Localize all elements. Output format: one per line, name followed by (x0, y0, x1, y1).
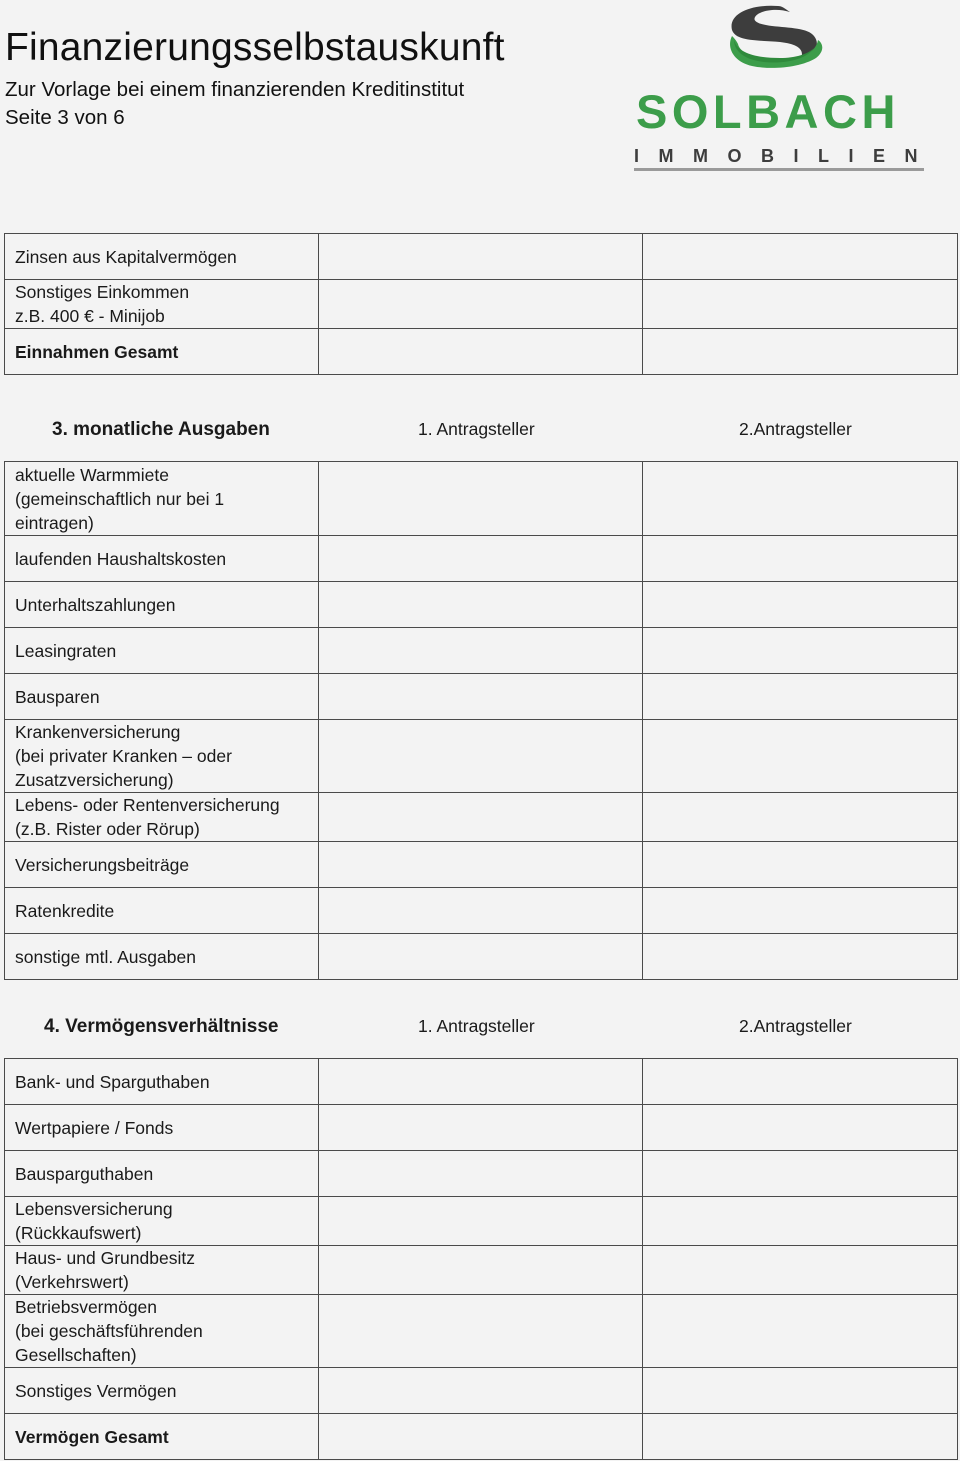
expenses-table (4, 461, 958, 980)
applicant1-cell[interactable] (319, 1197, 643, 1246)
column-header-applicant1: 1. Antragsteller (418, 419, 535, 439)
table-row (5, 1059, 958, 1105)
row-label: aktuelle Warmmiete (gemeinschaftlich nur bei 1 eintragen) (5, 462, 319, 536)
applicant1-cell[interactable] (319, 1246, 643, 1295)
row-label: Betriebsvermögen (bei geschäftsführenden Gesellschaften) (5, 1295, 319, 1368)
applicant2-cell[interactable] (643, 1246, 958, 1295)
applicant2-cell[interactable] (643, 628, 958, 674)
row-label: Ratenkredite (5, 888, 319, 934)
applicant1-cell[interactable] (319, 536, 643, 582)
applicant2-cell[interactable] (643, 1059, 958, 1105)
row-label: Krankenversicherung (bei privater Kranken – oder Zusatzversicherung) (5, 720, 319, 793)
applicant2-cell[interactable] (643, 1105, 958, 1151)
section-heading-expenses: 3. monatliche Ausgaben (52, 419, 270, 440)
section-heading-assets: 4. Vermögensverhältnisse (44, 1016, 279, 1037)
applicant1-cell[interactable] (319, 280, 643, 329)
applicant2-cell[interactable] (643, 1368, 958, 1414)
page-title: Finanzierungsselbstauskunft (5, 26, 505, 69)
column-header-applicant2: 2.Antragsteller (739, 419, 852, 439)
table-row (5, 462, 958, 536)
solbach-s-mark-icon (630, 0, 930, 80)
row-label: Wertpapiere / Fonds (5, 1105, 319, 1151)
table-row (5, 674, 958, 720)
applicant2-cell[interactable] (643, 720, 958, 793)
income-table (4, 233, 958, 375)
applicant2-cell[interactable] (643, 280, 958, 329)
row-label: Zinsen aus Kapitalvermögen (5, 234, 319, 280)
applicant2-cell[interactable] (643, 934, 958, 980)
applicant1-cell[interactable] (319, 674, 643, 720)
applicant1-cell[interactable] (319, 1059, 643, 1105)
page-number: Seite 3 von 6 (5, 106, 125, 129)
applicant1-cell[interactable] (319, 1105, 643, 1151)
row-label: Lebensversicherung (Rückkaufswert) (5, 1197, 319, 1246)
table-row (5, 329, 958, 375)
applicant2-cell[interactable] (643, 1151, 958, 1197)
page-subtitle: Zur Vorlage bei einem finanzierenden Kreditinstitut (5, 78, 465, 101)
applicant1-cell[interactable] (319, 888, 643, 934)
row-label: Unterhaltszahlungen (5, 582, 319, 628)
applicant1-cell[interactable] (319, 1151, 643, 1197)
table-row (5, 720, 958, 793)
column-header-applicant2: 2.Antragsteller (739, 1016, 852, 1036)
row-label: Lebens- oder Rentenversicherung (z.B. Rister oder Rörup) (5, 793, 319, 842)
applicant2-cell[interactable] (643, 1414, 958, 1460)
logo-wordmark: SOLBACH (636, 85, 900, 138)
table-row (5, 536, 958, 582)
solbach-logo (630, 0, 937, 180)
applicant2-cell[interactable] (643, 842, 958, 888)
row-label: Sonstiges Vermögen (5, 1368, 319, 1414)
logo-underline (634, 168, 924, 171)
applicant1-cell[interactable] (319, 1368, 643, 1414)
applicant2-cell[interactable] (643, 1197, 958, 1246)
applicant2-cell[interactable] (643, 462, 958, 536)
row-label-total: Vermögen Gesamt (5, 1414, 319, 1460)
row-label: Versicherungsbeiträge (5, 842, 319, 888)
applicant2-cell[interactable] (643, 234, 958, 280)
row-label: laufenden Haushaltskosten (5, 536, 319, 582)
table-row (5, 628, 958, 674)
table-row (5, 934, 958, 980)
applicant1-cell[interactable] (319, 1414, 643, 1460)
applicant1-cell[interactable] (319, 582, 643, 628)
table-row (5, 888, 958, 934)
row-label: Bausparguthaben (5, 1151, 319, 1197)
row-label: Bank- und Sparguthaben (5, 1059, 319, 1105)
applicant1-cell[interactable] (319, 934, 643, 980)
row-label: sonstige mtl. Ausgaben (5, 934, 319, 980)
table-row (5, 1246, 958, 1295)
logo-tagline: IMMOBILIEN (634, 146, 937, 166)
row-label: Haus- und Grundbesitz (Verkehrswert) (5, 1246, 319, 1295)
table-row (5, 1197, 958, 1246)
table-row (5, 582, 958, 628)
table-row (5, 1151, 958, 1197)
applicant2-cell[interactable] (643, 582, 958, 628)
applicant2-cell[interactable] (643, 1295, 958, 1368)
applicant1-cell[interactable] (319, 842, 643, 888)
assets-table (4, 1058, 958, 1460)
table-row (5, 1295, 958, 1368)
applicant1-cell[interactable] (319, 720, 643, 793)
applicant1-cell[interactable] (319, 234, 643, 280)
table-row (5, 1368, 958, 1414)
row-label-total: Einnahmen Gesamt (5, 329, 319, 375)
row-label: Sonstiges Einkommen z.B. 400 € - Minijob (5, 280, 319, 329)
row-label: Bausparen (5, 674, 319, 720)
applicant2-cell[interactable] (643, 793, 958, 842)
applicant2-cell[interactable] (643, 674, 958, 720)
applicant2-cell[interactable] (643, 329, 958, 375)
table-row (5, 793, 958, 842)
row-label: Leasingraten (5, 628, 319, 674)
applicant2-cell[interactable] (643, 536, 958, 582)
column-header-applicant1: 1. Antragsteller (418, 1016, 535, 1036)
applicant1-cell[interactable] (319, 462, 643, 536)
table-row (5, 1105, 958, 1151)
table-row (5, 842, 958, 888)
table-row (5, 234, 958, 280)
table-row (5, 280, 958, 329)
applicant2-cell[interactable] (643, 888, 958, 934)
applicant1-cell[interactable] (319, 628, 643, 674)
applicant1-cell[interactable] (319, 329, 643, 375)
table-row (5, 1414, 958, 1460)
applicant1-cell[interactable] (319, 1295, 643, 1368)
applicant1-cell[interactable] (319, 793, 643, 842)
